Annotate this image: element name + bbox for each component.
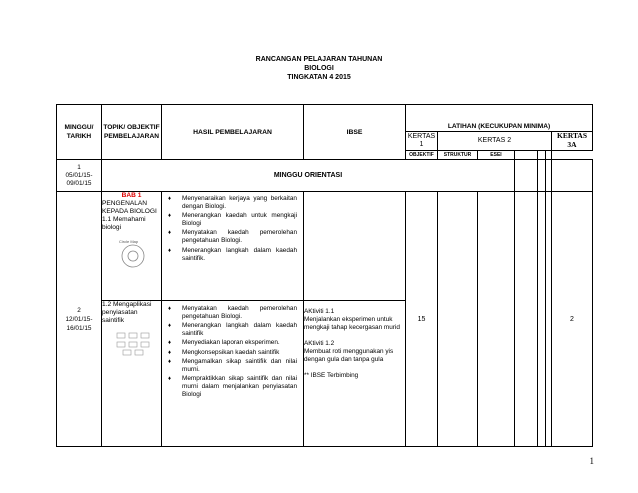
diamond-bullet-icon: ♦ [168, 349, 172, 356]
outcome-text: Menyatakan kaedah pemerolehan pengetahuan Biologi. [182, 305, 297, 320]
outcomes-list-2 [162, 305, 303, 399]
chapter-number: BAB 1 [121, 192, 142, 199]
ibse-activity-2-desc: Membuat roti menggunakan yis dengan gula dan tanpa gula [304, 348, 394, 363]
ibse-activity-1-desc: Menjalankan eksperimen untuk mengkaji tahap kecergasan murid [304, 316, 400, 331]
blank-count-a [515, 192, 538, 447]
week2-week-number: 2 [77, 306, 81, 314]
ibse-cell-1 [304, 192, 406, 301]
outcome-item [168, 247, 297, 263]
outcome-item [168, 322, 297, 338]
circle-map-thumbnail [116, 238, 150, 268]
diamond-bullet-icon: ♦ [168, 213, 172, 220]
outcome-item [168, 375, 297, 399]
blank-count-b [538, 192, 546, 447]
outcome-text: Menerangkan langkah dalam kaedah saintifik [182, 322, 297, 338]
week-column-header: MINGGU/ TARIKH [57, 105, 102, 160]
objective-header: OBJEKTIF [406, 151, 438, 160]
outcome-item [168, 358, 297, 374]
blank-header-c [546, 151, 552, 160]
blank-header-b [538, 151, 546, 160]
flowchart-thumbnail [116, 331, 152, 357]
paper2-header: KERTAS 2 [438, 132, 552, 151]
structure-header: STRUKTUR [438, 151, 478, 160]
outcome-item [168, 349, 297, 357]
outcomes-cell-2 [162, 301, 304, 447]
form-year-title: TINGKATAN 4 2015 [287, 74, 351, 81]
orientation-blank-a [515, 160, 538, 192]
diamond-bullet-icon: ♦ [168, 375, 172, 382]
practice-column-header: LATIHAN (KECUKUPAN MINIMA) [406, 105, 593, 132]
outcomes-column-header: HASIL PEMBELAJARAN [162, 105, 304, 160]
outcome-text: Menerangkan kaedah untuk mengkaji Biologi [182, 212, 297, 228]
orientation-row [57, 160, 593, 192]
outcome-text: Menyenaraikan kerjaya yang berkaitan dengan Biologi. [182, 195, 297, 210]
week2-topic-cell-1 [102, 192, 162, 301]
ibse-note: ** IBSE Terbimbing [304, 372, 359, 379]
outcome-text: Menyatakan kaedah pemerolehan pengetahuan Biologi. [182, 229, 297, 245]
outcome-item [168, 339, 297, 347]
header-row [57, 105, 593, 132]
document-title: RANCANGAN PELAJARAN TAHUNAN [255, 56, 383, 63]
subject-title: BIOLOGI [304, 65, 334, 72]
chapter-title: PENGENALAN KEPADA BIOLOGI [102, 200, 157, 215]
orientation-blank-b [538, 160, 546, 192]
outcome-item [168, 212, 297, 228]
week2-row-part1 [57, 192, 593, 301]
week2-week-dates: 12/01/15-16/01/15 [65, 315, 93, 332]
paper1-count: 15 [406, 192, 438, 447]
diamond-bullet-icon: ♦ [168, 340, 172, 347]
essay-header: ESEI [478, 151, 515, 160]
outcome-text: Mengamalkan sikap saintifik dan nilai murni. [182, 357, 297, 373]
outcomes-cell-1 [162, 192, 304, 301]
diamond-bullet-icon: ♦ [168, 358, 172, 365]
diamond-bullet-icon: ♦ [168, 196, 172, 202]
outcome-item [168, 195, 297, 211]
structure-count-cell [438, 192, 478, 447]
circle-map-thumbnail-label: Circle Map [119, 239, 139, 244]
ibse-activity-2-title: AKtiviti 1.2 [304, 340, 335, 347]
orientation-week-number: 1 [77, 163, 81, 171]
outcome-text: Menyediakan laporan eksperimen. [182, 339, 280, 347]
week2-week-cell [57, 192, 102, 447]
essay-count-cell [478, 192, 515, 447]
outcome-item [168, 305, 297, 321]
ibse-cell-2 [304, 301, 406, 447]
outcome-item [168, 229, 297, 245]
page-number: 1 [589, 456, 594, 466]
outcome-text: Mempraktikkan sikap saintifik dan nilai murni dalam menjalankan penyiasatan Biologi [182, 374, 297, 398]
orientation-label: MINGGU ORIENTASI [102, 160, 515, 192]
ibse-activity-1-title: AKtiviti 1.1 [304, 308, 335, 315]
diamond-bullet-icon: ♦ [168, 230, 172, 237]
diamond-bullet-icon: ♦ [168, 247, 172, 254]
topic-column-header: TOPIK/ OBJEKTIF PEMBELAJARAN [102, 105, 162, 160]
subtopic-1-2: 1.2 Mengaplikasi penyiasatan saintifik [102, 301, 152, 324]
paper3-count: 2 [552, 192, 593, 447]
diamond-bullet-icon: ♦ [168, 306, 172, 312]
orientation-blank-d [552, 160, 593, 192]
orientation-week-dates: 05/01/15-09/01/15 [65, 171, 93, 187]
orientation-week-cell [57, 160, 102, 192]
blank-header-a [515, 151, 538, 160]
outcome-text: Mengkonsepsikan kaedah saintifik [182, 348, 280, 356]
diamond-bullet-icon: ♦ [168, 323, 172, 330]
paper3-label: KERTAS 3A [556, 131, 588, 149]
outcomes-list-1 [162, 195, 303, 263]
paper1-header: KERTAS 1 [406, 132, 438, 151]
ibse-column-header: IBSE [304, 105, 406, 160]
outcome-text: Menerangkan langkah dalam kaedah saintifik. [182, 246, 297, 262]
subtopic-1-1: 1.1 Memahami biologi [102, 216, 146, 231]
paper3-header [552, 132, 593, 151]
week2-topic-cell-2 [102, 301, 162, 447]
lesson-plan-table [56, 104, 593, 447]
